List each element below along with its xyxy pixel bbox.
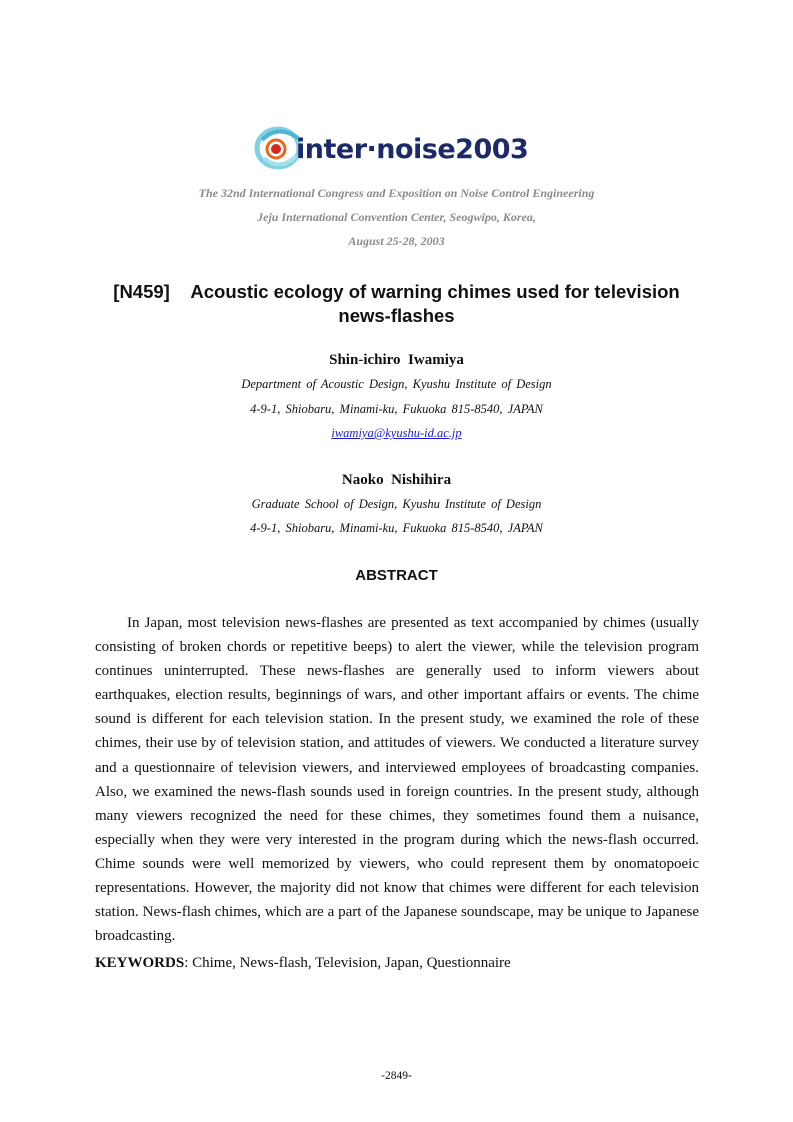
conference-name: The 32nd International Congress and Exposition on Noise Control Engineering	[198, 186, 595, 200]
paper-title-line-2: news-flashes	[338, 305, 455, 326]
conference-date: August 25-28, 2003	[348, 234, 445, 248]
page-number: -2849-	[381, 1070, 412, 1082]
author-2-affiliation: Graduate School of Design, Kyushu Institute of Design	[251, 497, 542, 511]
keywords	[95, 951, 699, 975]
conference-venue: Jeju International Convention Center, Seogwipo, Korea,	[257, 210, 536, 224]
paper-title-line-1: [N459] Acoustic ecology of warning chimes used for television	[113, 281, 680, 302]
author-2-address: 4-9-1, Shiobaru, Minami-ku, Fukuoka 815-8540, JAPAN	[250, 521, 543, 535]
author-1-address: 4-9-1, Shiobaru, Minami-ku, Fukuoka 815-8540, JAPAN	[250, 402, 543, 416]
abstract-heading: ABSTRACT	[355, 567, 438, 584]
author-1-email-line	[0, 426, 793, 441]
author-1-affiliation: Department of Acoustic Design, Kyushu Institute of Design	[241, 377, 552, 391]
keywords-label: KEYWORDS	[95, 955, 185, 971]
keywords-text: : Chime, News-flash, Television, Japan, Questionnaire	[184, 955, 511, 971]
author-1-email-link[interactable]: iwamiya@kyushu-id.ac.jp	[331, 426, 462, 440]
logo-text: inter·noise2003	[296, 134, 529, 165]
author-1-name: Shin-ichiro Iwamiya	[329, 352, 464, 368]
author-2-name: Naoko Nishihira	[341, 472, 452, 488]
abstract-body: In Japan, most television news-flashes are presented as text accompanied by chimes (usually consisting of broken chords or repetitive beeps) to alert the viewer, while the television program continues uninterrupted. These news-flashes are generally used to inform viewers about earthquakes, election results, beginnings of wars, and other important affairs or events. The chime sound is different for each television station. In the present study, we examined the role of these chimes, their use by of television station, and attitudes of viewers. We conducted a literature survey and a questionnaire of television viewers, and interviewed employees of broadcasting companies. Also, we examined the news-flash sounds used in foreign countries. In the present study, although many viewers recognized the need for these chimes, they sometimes found them a nuisance, especially when they were very interested in the program during which the news-flash occurred. Chime sounds were well memorized by viewers, who could represent them by onomatopoeic representations. However, the majority did not know that chimes were different for each television station. News-flash chimes, which are a part of the Japanese soundscape, may be unique to Japanese broadcasting.	[95, 615, 699, 945]
conference-logo	[254, 120, 544, 176]
